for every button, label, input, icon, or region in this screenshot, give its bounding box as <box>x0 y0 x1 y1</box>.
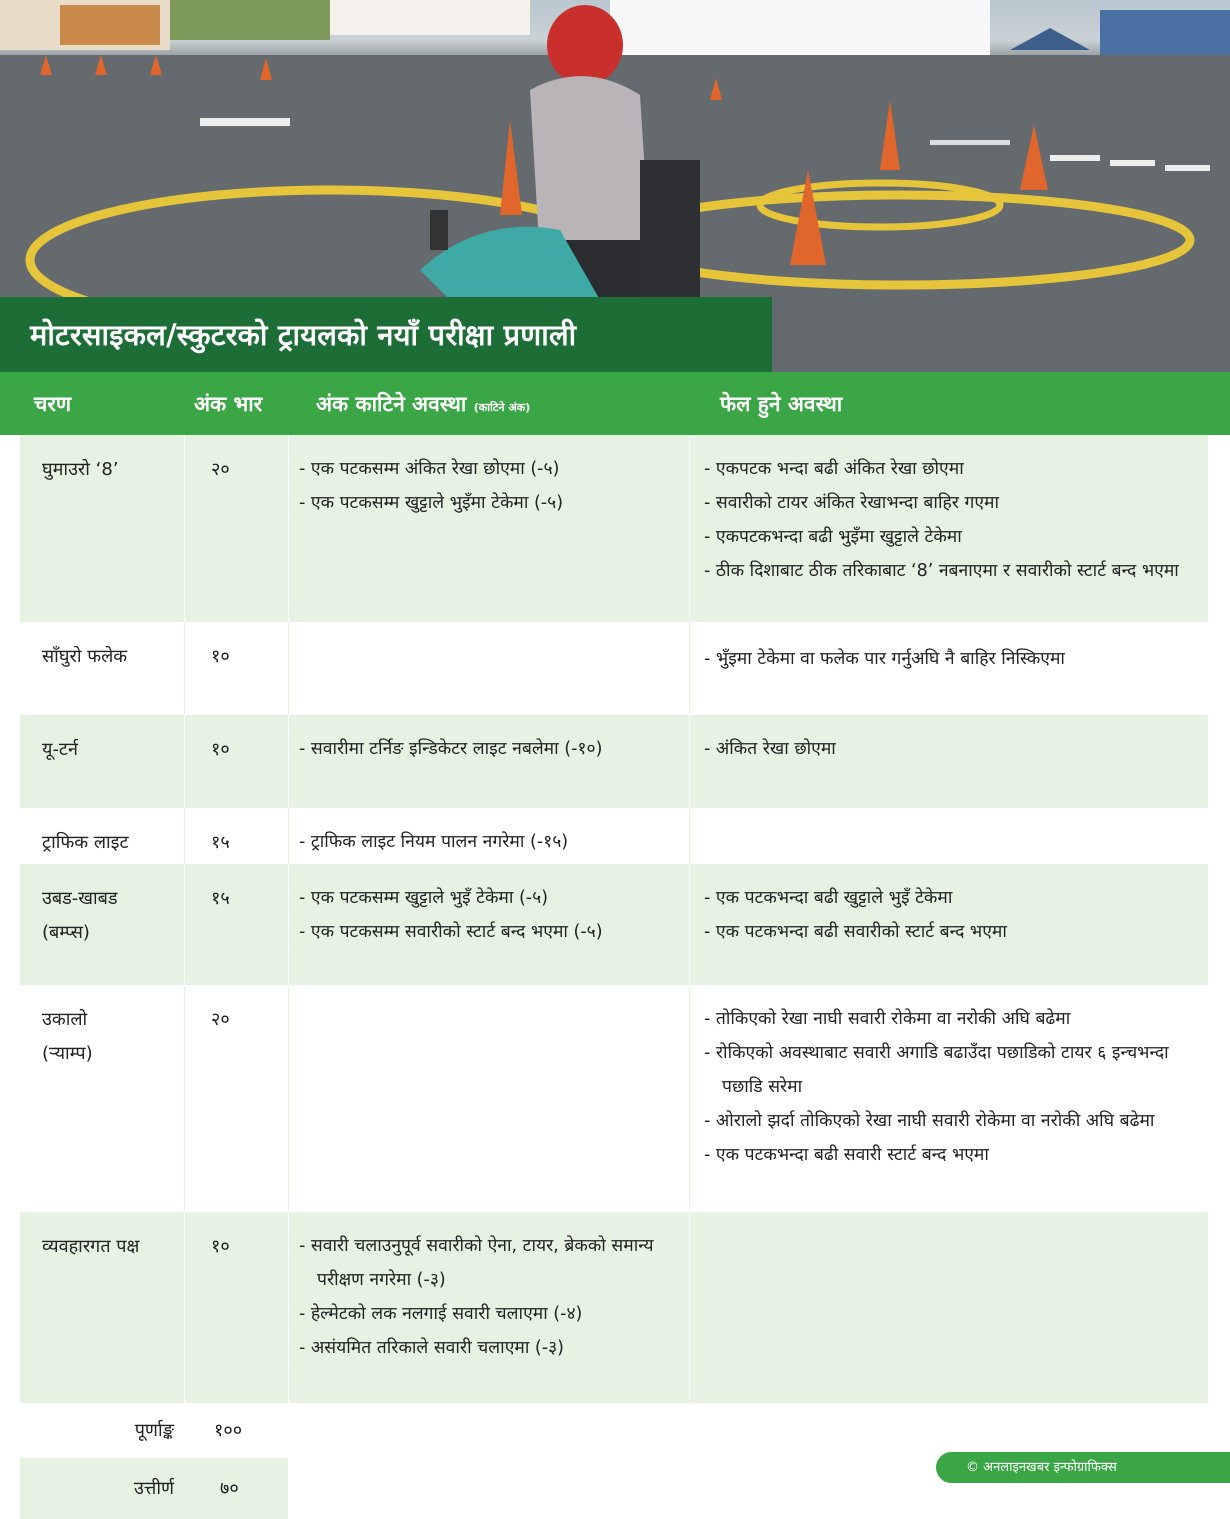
deduction-item: - हेल्मेटको लक नलगाई सवारी चलाएमा (-४) <box>299 1297 689 1331</box>
table-row <box>20 1212 1208 1403</box>
header-deduction-label: अंक काटिने अवस्था <box>316 392 467 416</box>
deduction-item: - एक पटकसम्म अंकित रेखा छोएमा (-५) <box>299 452 689 486</box>
deduction-item: - एक पटकसम्म खुट्टाले भुइँमा टेकेमा (-५) <box>299 486 689 520</box>
table-row <box>20 985 1208 1212</box>
full-marks-row <box>20 1403 288 1458</box>
fail-item: - ठीक दिशाबाट ठीक तरिकाबाट ‘8’ नबनाएमा र सवारीको स्टार्ट बन्द भएमा <box>704 554 1208 588</box>
fail-item: - एकपटक भन्दा बढी अंकित रेखा छोएमा <box>704 452 1208 486</box>
full-marks-label: पूर्णाङ्क <box>134 1420 174 1441</box>
fail-cell <box>689 715 1208 808</box>
marks-cell: १० <box>184 715 288 808</box>
deduction-cell <box>288 864 689 985</box>
fail-item: - एक पटकभन्दा बढी सवारी स्टार्ट बन्द भएमा <box>704 1138 1208 1172</box>
deduction-item: - असंयमित तरिकाले सवारी चलाएमा (-३) <box>299 1331 689 1365</box>
stage-cell: साँघुरो फलेक <box>42 646 128 667</box>
deduction-item: - ट्राफिक लाइट नियम पालन नगरेमा (-१५) <box>299 825 689 859</box>
deduction-item: - एक पटकसम्म सवारीको स्टार्ट बन्द भएमा (-५) <box>299 915 689 949</box>
stage-cell: उकालो (र्‍याम्प) <box>42 1009 93 1064</box>
marks-cell: १० <box>184 1212 288 1403</box>
fail-item: - अंकित रेखा छोएमा <box>704 732 1208 766</box>
fail-cell <box>689 1212 1208 1403</box>
stage-cell: उबड-खाबड (बम्प्स) <box>42 888 118 943</box>
fail-item: - ओरालो झर्दा तोकिएको रेखा नाघी सवारी रोकेमा वा नरोकी अघि बढेमा <box>704 1104 1208 1138</box>
deduction-item: - सवारी चलाउनुपूर्व सवारीको ऐना, टायर, ब्रेकको समान्य परीक्षण नगरेमा (-३) <box>299 1229 689 1297</box>
fail-cell <box>689 622 1208 715</box>
fail-item: - एक पटकभन्दा बढी खुट्टाले भुइँ टेकेमा <box>704 881 1208 915</box>
title-banner <box>0 297 772 372</box>
deduction-cell <box>288 985 689 1212</box>
table-row <box>20 808 1208 864</box>
pass-marks-value: ७० <box>220 1478 239 1499</box>
marks-cell: २० <box>184 985 288 1212</box>
header-deduction <box>316 390 530 418</box>
pass-marks-label: उत्तीर्ण <box>134 1478 174 1499</box>
table-row <box>20 715 1208 808</box>
pass-marks-row <box>20 1458 288 1519</box>
table-row <box>20 622 1208 715</box>
table-row <box>20 435 1208 622</box>
header-fail: फेल हुने अवस्था <box>720 392 843 416</box>
header-marks: अंक भार <box>194 392 263 416</box>
deduction-item: - सवारीमा टर्निङ इन्डिकेटर लाइट नबलेमा (-१०) <box>299 732 689 766</box>
fail-cell <box>689 864 1208 985</box>
fail-item: - रोकिएको अवस्थाबाट सवारी अगाडि बढाउँदा पछाडिको टायर ६ इन्चभन्दा पछाडि सरेमा <box>704 1036 1208 1104</box>
fail-cell <box>689 808 1208 864</box>
marks-cell: १० <box>184 622 288 715</box>
deduction-cell <box>288 435 689 622</box>
stage-cell: ट्राफिक लाइट <box>42 832 129 853</box>
fail-cell <box>689 985 1208 1212</box>
deduction-cell <box>288 1212 689 1403</box>
deduction-cell <box>288 808 689 864</box>
fail-item: - तोकिएको रेखा नाघी सवारी रोकेमा वा नरोकी अघि बढेमा <box>704 1002 1208 1036</box>
marks-cell: १५ <box>184 864 288 985</box>
credit-badge: © अनलाइनखबर इन्फोग्राफिक्स <box>936 1452 1230 1483</box>
full-marks-value: १०० <box>214 1420 243 1441</box>
fail-item: - भुँइमा टेकेमा वा फलेक पार गर्नुअघि नै बाहिर निस्किएमा <box>704 642 1208 676</box>
fail-item: - एक पटकभन्दा बढी सवारीको स्टार्ट बन्द भएमा <box>704 915 1208 949</box>
stage-cell: व्यवहारगत पक्ष <box>42 1236 140 1257</box>
table-header <box>0 372 1230 435</box>
marks-cell: २० <box>184 435 288 622</box>
deduction-item: - एक पटकसम्म खुट्टाले भुइँ टेकेमा (-५) <box>299 881 689 915</box>
fail-cell <box>689 435 1208 622</box>
marks-cell: १५ <box>184 808 288 864</box>
header-deduction-note: (काटिने अंक) <box>473 401 531 414</box>
stage-cell: घुमाउरो ‘8’ <box>42 459 119 480</box>
deduction-cell <box>288 715 689 808</box>
stage-cell: यू-टर्न <box>42 739 78 760</box>
fail-item: - सवारीको टायर अंकित रेखाभन्दा बाहिर गएमा <box>704 486 1208 520</box>
table-row <box>20 864 1208 985</box>
fail-item: - एकपटकभन्दा बढी भुइँमा खुट्टाले टेकेमा <box>704 520 1208 554</box>
deduction-cell <box>288 622 689 715</box>
header-stage: चरण <box>34 392 72 416</box>
page-title: मोटरसाइकल/स्कुटरको ट्रायलको नयाँ परीक्षा प्रणाली <box>30 318 577 352</box>
